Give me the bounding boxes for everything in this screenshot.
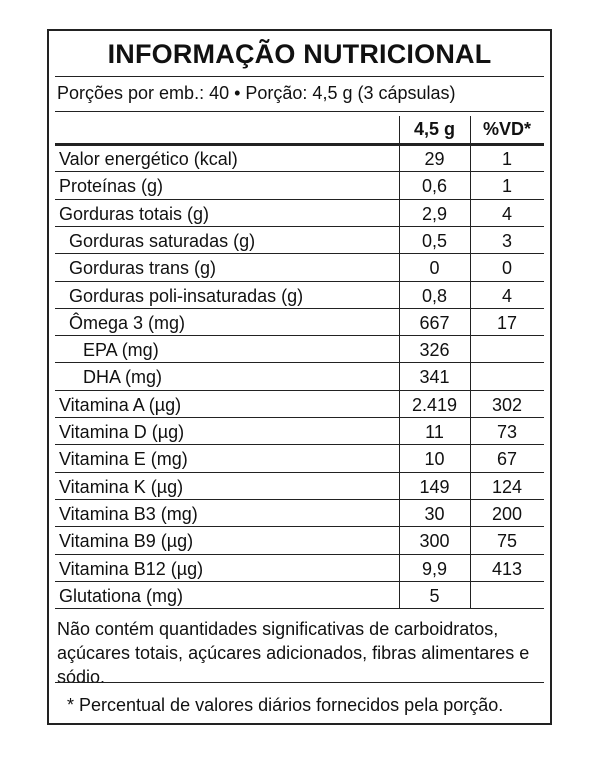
row-divider: [55, 608, 544, 609]
row-divider: [55, 526, 544, 527]
row-label: Ômega 3 (mg): [69, 312, 186, 333]
row-label: Vitamina B12 (µg): [59, 558, 204, 579]
row-amount: 149: [419, 476, 450, 497]
row-label: Gorduras poli-insaturadas (g): [69, 285, 304, 306]
row-label: Vitamina D (µg): [59, 422, 185, 442]
row-divider: [55, 362, 544, 363]
row-dv: 67: [496, 449, 518, 470]
row-dv: 413: [491, 558, 523, 579]
row-divider: [55, 253, 544, 254]
row-label: Gorduras trans (g): [69, 258, 217, 279]
row-dv: 200: [491, 503, 523, 524]
row-dv: 4: [501, 203, 512, 224]
row-divider: [55, 171, 544, 172]
row-label: Vitamina K (µg): [59, 476, 184, 497]
row-label: EPA (mg): [83, 340, 159, 361]
row-label: Proteínas (g): [59, 176, 164, 197]
row-label: Glutationa (mg): [59, 585, 184, 606]
row-amount: 341: [419, 367, 450, 388]
row-amount: 10: [424, 449, 445, 470]
row-divider: [55, 199, 544, 200]
row-dv: 1: [501, 149, 512, 169]
column-header-amount: 4,5 g: [413, 119, 456, 139]
column-header-dv: %VD*: [482, 119, 531, 139]
row-dv: 73: [496, 422, 518, 442]
divider: [55, 111, 544, 112]
row-amount: 11: [425, 422, 444, 442]
row-label: DHA (mg): [83, 367, 163, 388]
row-dv: 302: [491, 394, 523, 415]
row-amount: 667: [419, 312, 450, 333]
row-label: Vitamina B9 (µg): [59, 531, 194, 552]
row-dv: 3: [501, 230, 512, 251]
row-amount: 9,9: [421, 558, 448, 579]
row-divider: [55, 335, 544, 336]
footnote: * Percentual de valores diários fornecidos pela porção.: [67, 695, 504, 715]
row-label: Vitamina E (mg): [59, 449, 188, 470]
row-amount: 300: [419, 531, 450, 552]
row-amount: 0: [429, 258, 440, 279]
row-dv: 75: [496, 531, 518, 552]
row-divider: [55, 390, 544, 391]
serving-info: Porções por emb.: 40 • Porção: 4,5 g (3 cápsulas): [57, 83, 456, 103]
row-amount: 29: [424, 149, 445, 169]
row-dv: 4: [501, 285, 512, 306]
row-label: Gorduras saturadas (g): [69, 230, 256, 251]
row-dv: 124: [491, 476, 523, 497]
row-amount: 0,6: [421, 176, 448, 197]
row-divider: [55, 281, 544, 282]
row-divider: [55, 499, 544, 500]
row-amount: 30: [424, 503, 445, 524]
row-dv: 0: [501, 258, 512, 279]
row-label: Vitamina B3 (mg): [59, 503, 198, 524]
row-amount: 0,5: [421, 230, 448, 251]
row-label: Gorduras totais (g): [59, 203, 210, 224]
disclaimer-note: Não contém quantidades significativas de carboidratos, açúcares totais, açúcares adicionados, fibras alimentares e sódio.: [57, 619, 530, 687]
row-amount: 2.419: [411, 394, 458, 415]
row-label: Valor energético (kcal): [59, 149, 238, 169]
row-dv: 17: [496, 312, 518, 333]
row-divider: [55, 472, 544, 473]
row-divider: [55, 581, 544, 582]
row-amount: 2,9: [421, 203, 448, 224]
nutrition-facts-panel: [47, 29, 552, 725]
row-divider: [55, 226, 544, 227]
row-amount: 5: [429, 585, 440, 606]
row-divider: [55, 554, 544, 555]
panel-title: INFORMAÇÃO NUTRICIONAL: [107, 39, 492, 69]
row-divider: [55, 444, 544, 445]
row-divider: [55, 417, 544, 418]
divider: [55, 76, 544, 77]
divider: [55, 682, 544, 683]
row-label: Vitamina A (µg): [59, 394, 182, 415]
row-divider: [55, 308, 544, 309]
row-dv: 1: [501, 176, 512, 197]
row-amount: 326: [419, 340, 450, 361]
row-amount: 0,8: [421, 285, 448, 306]
